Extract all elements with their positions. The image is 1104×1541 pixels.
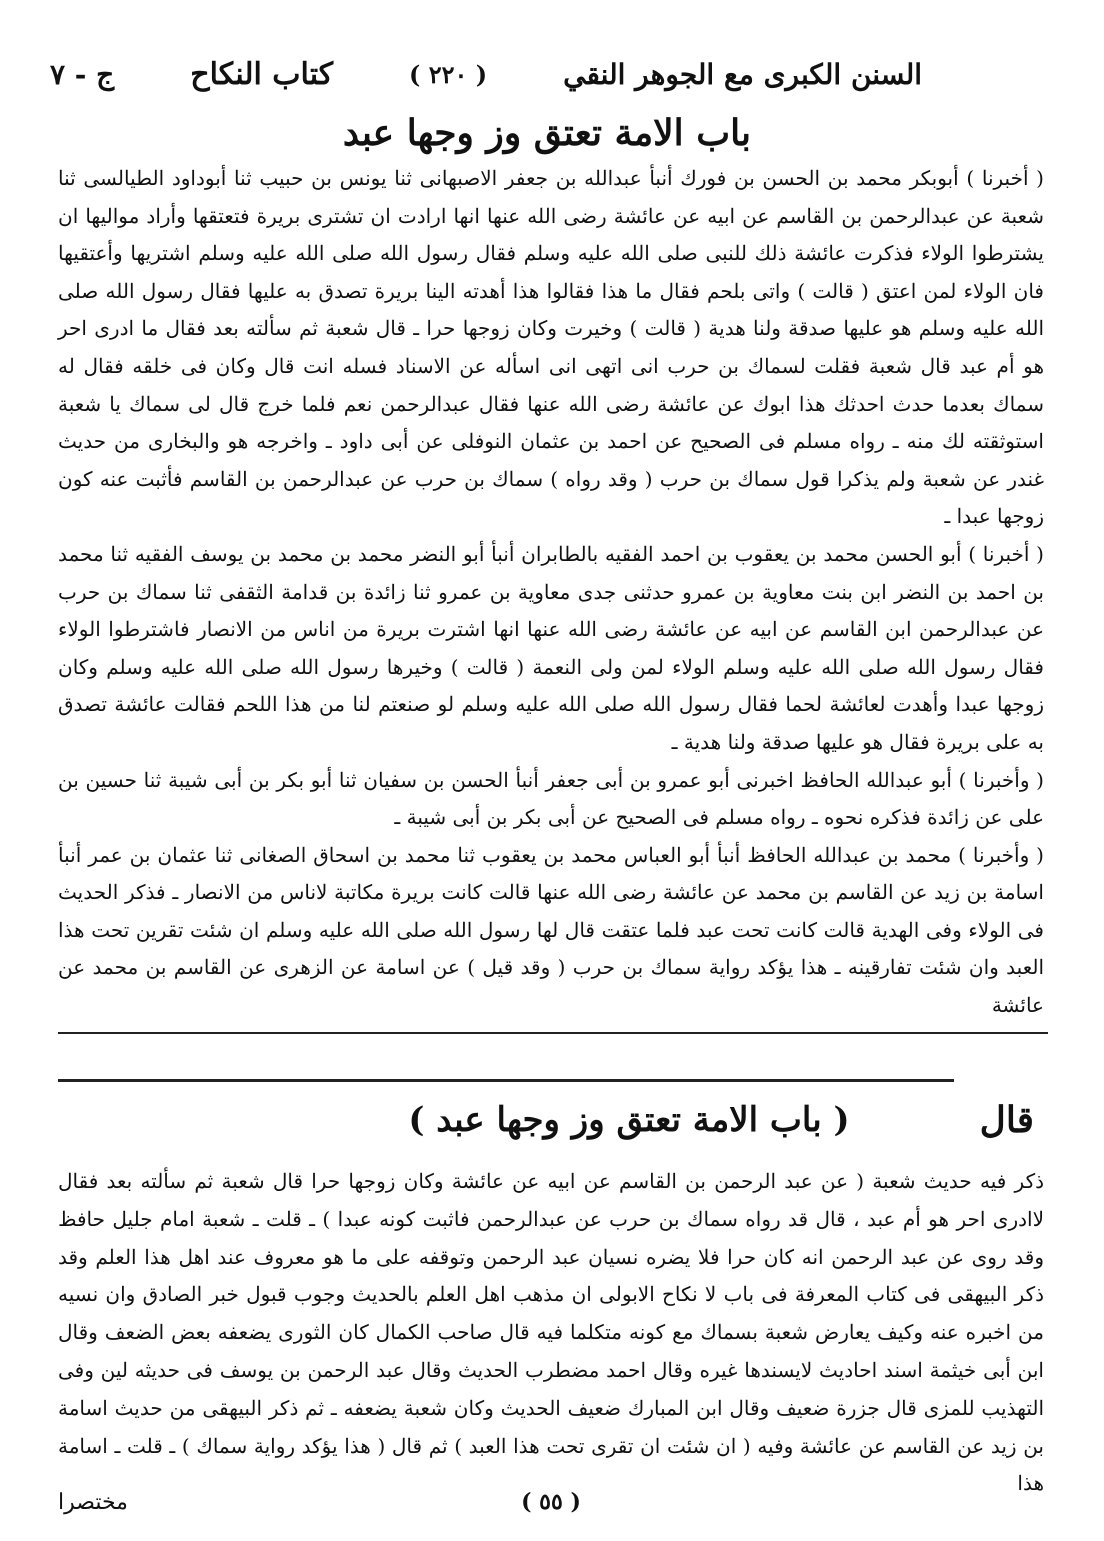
chapter-title: باب الامة تعتق وز وجها عبد — [342, 112, 752, 154]
paragraph: ( أخبرنا ) أبو الحسن محمد بن يعقوب بن احمد الفقيه بالطابران أنبأ أبو النضر محمد بن محمد بن يوسف الفقيه ثنا محمد بن احمد بن النضر ابن بنت معاوية بن عمرو حدثنى جدى معاوية بن عمرو ثنا زائدة بن قدامة الثقفى ثنا سماك بن حرب عن عبدالرحمن ابن القاسم عن ابيه عن عائشة رضى الله عنها انها اشترت بريرة من اناس من الانصار فاشترطوا الولاء فقال رسول الله صلى الله عليه وسلم الولاء لمن ولى النعمة ( قالت ) وخيرها رسول الله صلى الله عليه وسلم وكان زوجها عبدا وأهدت لعائشة لحما فقال رسول الله صلى الله عليه وسلم لو صنعتم لنا من هذا اللحم فقالت عائشة تصدق به على بريرة فقال هو عليها صدقة ولنا هدية ـ — [58, 541, 1044, 754]
paragraph: ( وأخبرنا ) محمد بن عبدالله الحافظ أنبأ أبو العباس محمد بن يعقوب ثنا محمد بن اسحاق الصغانى ثنا عثمان بن عمر أنبأ اسامة بن زيد عن القاسم بن محمد عن عائشة رضى الله عنها قالت كانت بريرة مكاتبة لاناس من الانصار ـ فذكر الحديث فى الولاء وفى الهدية قالت كانت تحت عبد فلما عتقت قال لها رسول الله صلى الله عليه وسلم ان شئت تقرين تحت هذا العبد وان شئت تفارقينه ـ هذا يؤكد رواية سماك بن حرب ( وقد قيل ) عن اسامة عن الزهرى عن القاسم بن محمد عن عائشة — [58, 842, 1044, 1018]
main-text — [58, 160, 1044, 1025]
commentary-text: ذكر فيه حديث شعبة ( عن عبد الرحمن بن القاسم عن ابيه عن عائشة وكان زوجها حرا قال شعبة ثم سألته بعد فقال لاادرى احر هو أم عبد ، قال قد رواه سماك بن حرب عن عبدالرحمن فاثبت كونه عبدا ) ـ قلت ـ شعبة امام جليل حافظ وقد روى عن عبد الرحمن انه كان حرا فلا يضره نسيان عبد الرحمن وتوقفه على ما هو معروف عند اهل هذا العلم وقد ذكر البيهقى فى كتاب المعرفة فى باب لا نكاح الابولى ان مذهب اهل العلم بالحديث وجوب قبول خبر الصادق وان نسيه من اخبره عنه وكيف يعارض شعبة بسماك مع كونه متكلما فيه قال صاحب الكمال كان الثورى يضعفه بعض الضعف وقال ابن أبى خيثمة اسند احاديث لايسندها غيره وقال احمد مضطرب الحديث وقال عبد الرحمن بن يوسف فى حديثه لين وفى التهذيب للمزى قال جزرة ضعيف وقال ابن المبارك ضعيف الحديث وكان شعبة يضعفه ـ ثم ذكر البيهقى من حديث اسامة بن زيد عن القاسم عن عائشة وفيه ( ان شئت ان تقرى تحت هذا العبد ) ثم قال ( هذا يؤكد رواية سماك ) ـ قلت ـ اسامة هذا — [58, 1169, 1044, 1496]
book-title: السنن الكبرى مع الجوهر النقي — [563, 57, 922, 91]
divider-line — [58, 1079, 954, 1082]
page-header — [50, 48, 922, 100]
paragraph: ( أخبرنا ) أبوبكر محمد بن الحسن بن فورك أنبأ عبدالله بن جعفر الاصبهانى ثنا يونس بن حبيب ثنا أبوداود الطيالسى ثنا شعبة عن عبدالرحمن بن القاسم عن ابيه عن عائشة رضى الله عنها انها ارادت ان تشترى بريرة فتعتقها وأراد مواليها ان يشترطوا الولاء فذكرت عائشة ذلك للنبى صلى الله عليه وسلم فقال رسول الله صلى الله عليه وسلم اشتريها وأعتقيها فان الولاء لمن اعتق ( قالت ) واتى بلحم فقال ما هذا فقالوا هذا أهدته الينا بريرة تصدق به عليها فقال رسول الله صلى الله عليه وسلم هو عليها صدقة ولنا هدية ( قالت ) وخيرت وكان زوجها حرا ـ قال شعبة ثم سألته بعد فقال ما ادرى احر هو أم عبد قال شعبة فقلت لسماك بن حرب انى اتهى انى اسأله عن الاسناد فسله انت قال وكان فى خلقه فقال له سماك بعدما حدث احدثك هذا ابوك عن عائشة رضى الله عنها فقال عبدالرحمن نعم فلما خرج قال لى سماك يا شعبة استوثقته لك منه ـ رواه مسلم فى الصحيح عن احمد بن عثمان النوفلى عن أبى داود ـ واخرجه هو والبخارى من حديث غندر عن شعبة ولم يذكرا قول سماك بن حرب ( وقد رواه ) سماك بن حرب عن عبدالرحمن بن القاسم فأثبت عنه كون زوجها عبدا ـ — [58, 166, 1044, 529]
paragraph: ( وأخبرنا ) أبو عبدالله الحافظ اخبرنى أبو عمرو بن أبى جعفر أنبأ الحسن بن سفيان ثنا أبو بكر بن أبى شيبة ثنا حسين بن على عن زائدة فذكره نحوه ـ رواه مسلم فى الصحيح عن أبى بكر بن أبى شيبة ـ — [58, 767, 1044, 830]
footer-page-number: ( ٥٥ ) — [521, 1489, 581, 1515]
commentary-heading — [58, 1090, 1034, 1150]
commentary-qal: قال — [979, 1099, 1034, 1141]
chapter-name: كتاب النكاح — [190, 56, 334, 92]
page-footer — [58, 1480, 1044, 1524]
commentary-title: ( باب الامة تعتق وز وجها عبد ) — [408, 1100, 850, 1140]
catchword: مختصرا — [58, 1489, 128, 1515]
volume-number: ج - ٧ — [50, 57, 115, 91]
divider-line — [58, 1032, 1048, 1034]
header-page-number: ( ٢٢٠ ) — [409, 59, 488, 89]
